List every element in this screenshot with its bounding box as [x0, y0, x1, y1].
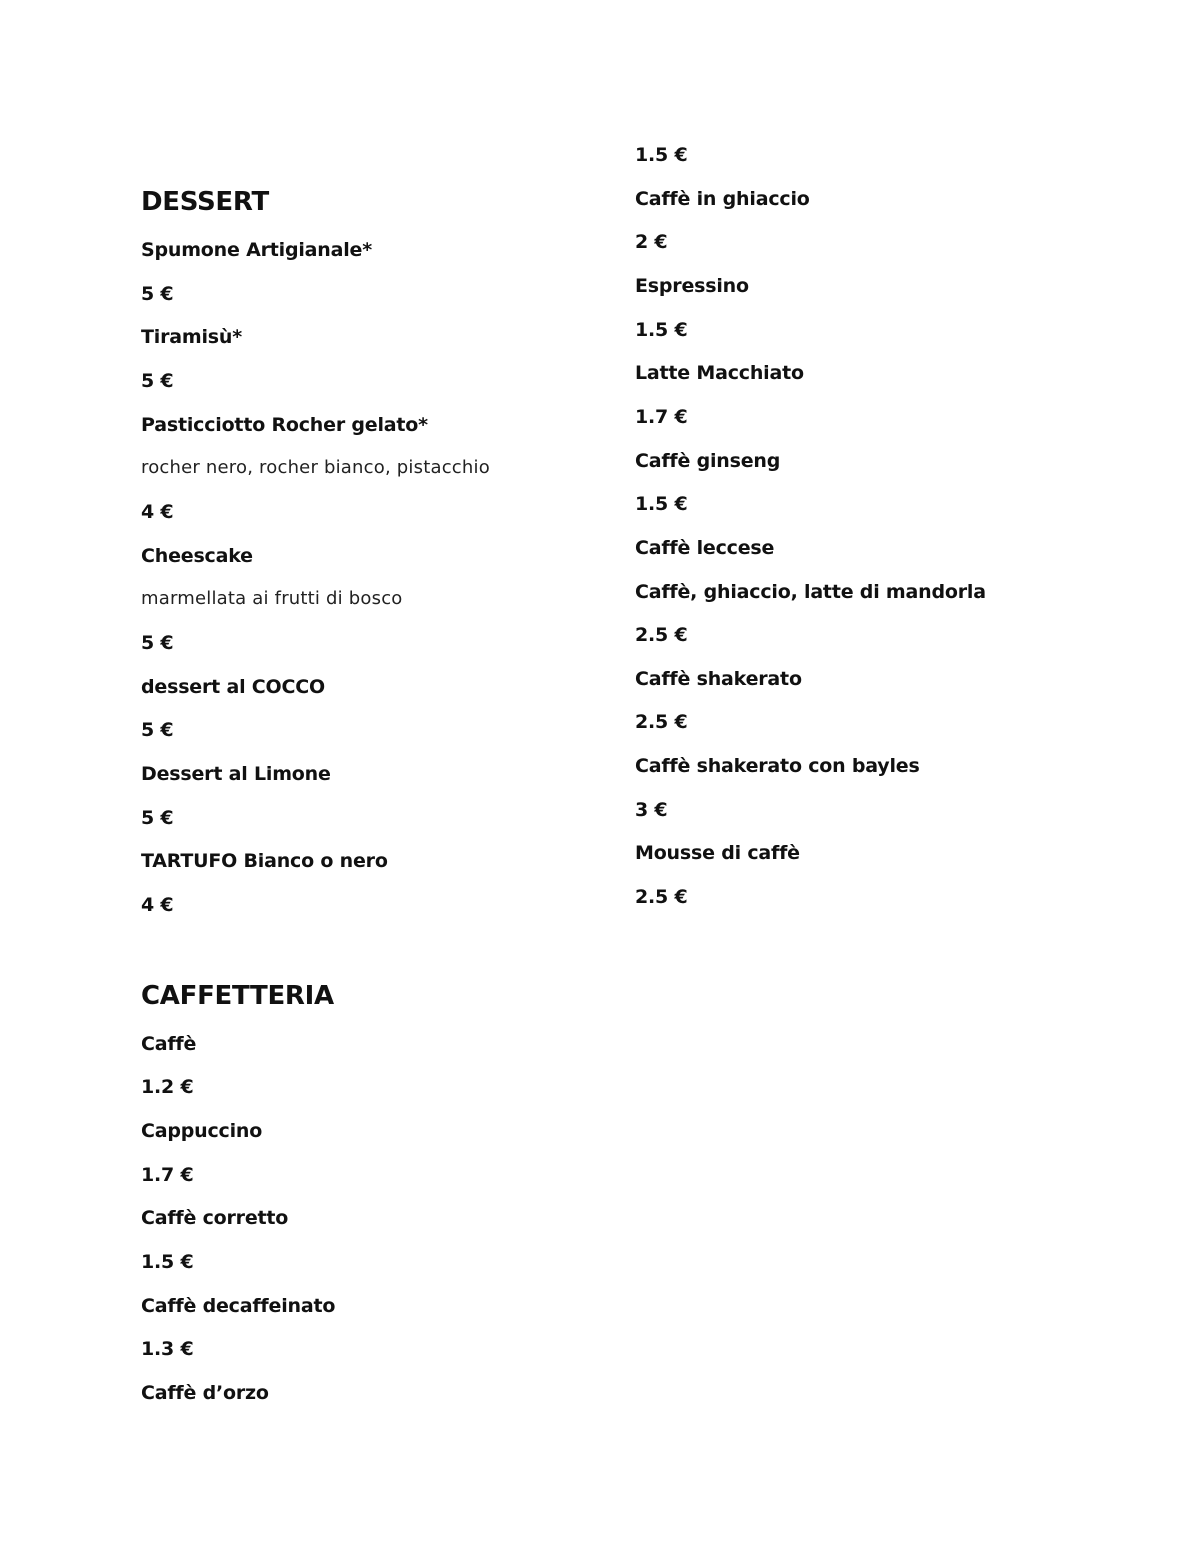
menu-item-price: 1.7 €: [141, 1164, 194, 1186]
section-title-dessert: DESSERT: [141, 187, 269, 217]
menu-item-name: Dessert al Limone: [141, 763, 331, 785]
menu-item-price: 2.5 €: [635, 711, 688, 733]
menu-item-name: Mousse di caffè: [635, 842, 800, 864]
menu-item-price: 5 €: [141, 370, 174, 392]
menu-item-description: rocher nero, rocher bianco, pistacchio: [141, 457, 490, 478]
menu-item-price: 5 €: [141, 632, 174, 654]
menu-item-name: Caffè decaffeinato: [141, 1295, 336, 1317]
menu-item-description: marmellata ai frutti di bosco: [141, 588, 403, 609]
menu-item-name: Cappuccino: [141, 1120, 263, 1142]
menu-item-price: 2 €: [635, 231, 668, 253]
menu-item-name: Espressino: [635, 275, 749, 297]
menu-item-price: 1.5 €: [635, 144, 688, 166]
menu-item-description: Caffè, ghiaccio, latte di mandorla: [635, 581, 986, 603]
menu-item-name: Caffè shakerato con bayles: [635, 755, 920, 777]
menu-item-name: Spumone Artigianale*: [141, 239, 372, 261]
menu-item-price: 2.5 €: [635, 624, 688, 646]
menu-item-name: Caffè shakerato: [635, 668, 802, 690]
menu-item-price: 4 €: [141, 501, 174, 523]
menu-item-price: 1.2 €: [141, 1076, 194, 1098]
menu-item-name: Caffè: [141, 1033, 197, 1055]
menu-item-name: Cheescake: [141, 545, 253, 567]
menu-item-name: Caffè leccese: [635, 537, 775, 559]
menu-item-price: 1.5 €: [141, 1251, 194, 1273]
menu-item-name: Caffè in ghiaccio: [635, 188, 810, 210]
menu-item-price: 5 €: [141, 719, 174, 741]
menu-item-name: Latte Macchiato: [635, 362, 804, 384]
menu-item-name: Caffè corretto: [141, 1207, 289, 1229]
menu-item-price: 1.5 €: [635, 319, 688, 341]
menu-item-name: Pasticciotto Rocher gelato*: [141, 414, 428, 436]
menu-item-price: 4 €: [141, 894, 174, 916]
menu-item-price: 3 €: [635, 799, 668, 821]
menu-item-name: TARTUFO Bianco o nero: [141, 850, 388, 872]
menu-item-name: dessert al COCCO: [141, 676, 325, 698]
menu-item-name: Caffè ginseng: [635, 450, 781, 472]
menu-item-price: 1.3 €: [141, 1338, 194, 1360]
menu-item-name: Tiramisù*: [141, 326, 242, 348]
menu-item-price: 5 €: [141, 283, 174, 305]
menu-item-price: 1.7 €: [635, 406, 688, 428]
menu-item-name: Caffè d’orzo: [141, 1382, 269, 1404]
menu-item-price: 5 €: [141, 807, 174, 829]
section-title-caffetteria: CAFFETTERIA: [141, 981, 334, 1011]
menu-item-price: 2.5 €: [635, 886, 688, 908]
menu-item-price: 1.5 €: [635, 493, 688, 515]
